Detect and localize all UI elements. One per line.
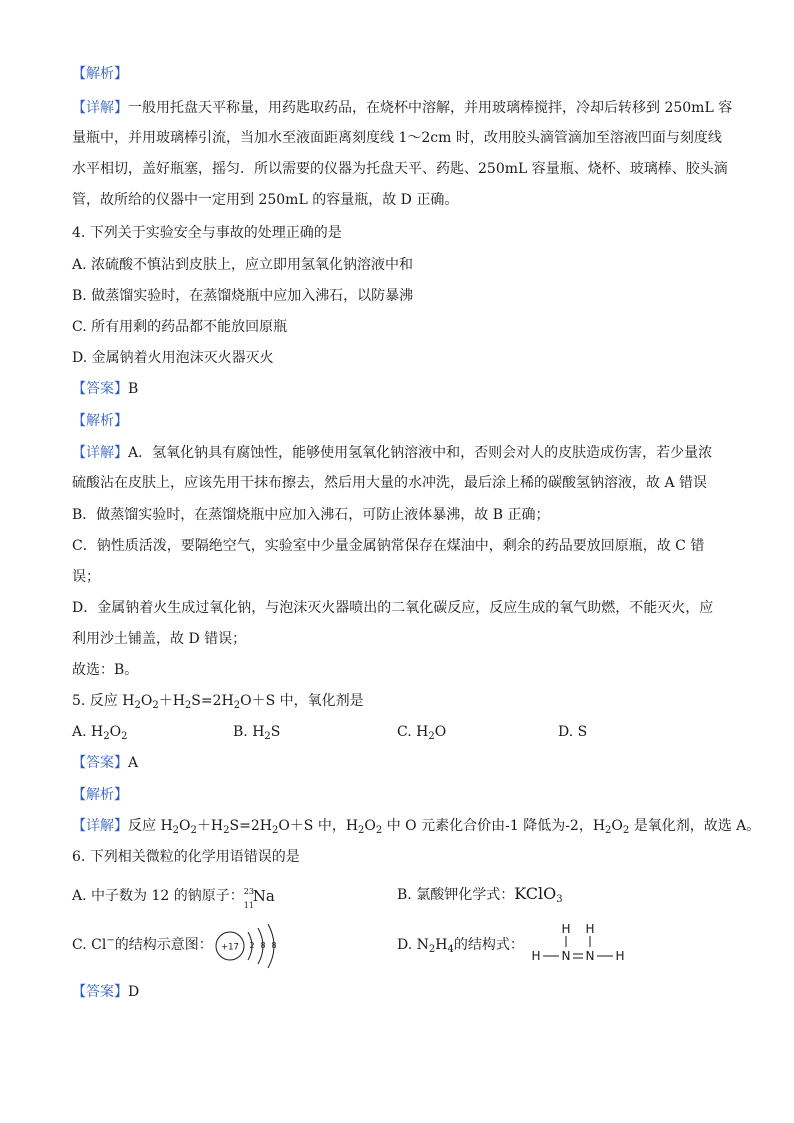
sodium-nuclide-symbol: 23 11 Na <box>243 887 275 910</box>
hydrazine-structural-formula <box>528 920 632 968</box>
q4-detail-line: 硫酸沾在皮肤上，应该先用干抹布擦去，然后用大量的水冲洗，最后涂上稀的碳酸氢钠溶液，故 A 错误 <box>72 475 708 491</box>
q4-option-b: B. 做蒸馏实验时，在蒸馏烧瓶中应加入沸石，以防暴沸 <box>72 288 414 304</box>
atom-n-right: N <box>585 949 595 963</box>
atom-h-top-left: H <box>561 922 571 936</box>
shell-1-count: 2 <box>249 941 255 950</box>
q4-detail-line: 利用沙土铺盖，故 D 错误； <box>72 631 247 647</box>
shell-3-count: 8 <box>271 941 277 950</box>
q6-option-d: D. $N_2H_4$的结构式： <box>397 937 524 955</box>
q5-option-c: C. $H_2O$ <box>397 724 447 742</box>
q5-option-d: D. S <box>558 724 588 740</box>
question-6-stem: 6. 下列相关微粒的化学用语错误的是 <box>72 849 300 865</box>
detail-paragraph: 【详解】一般用托盘天平称量，用药匙取药品，在烧杯中溶解，并用玻璃棒搅拌，冷却后转移到 250mL 容 <box>72 100 733 116</box>
q4-detail: 【详解】A．氢氧化钠具有腐蚀性，能够使用氢氧化钠溶液中和，否则会对人的皮肤造成伤害，若少量浓 <box>72 445 713 461</box>
q4-option-a: A. 浓硫酸不慎沾到皮肤上，应立即用氢氧化钠溶液中和 <box>72 257 414 273</box>
q5-option-b: B. $H_2S$ <box>233 724 281 742</box>
detail-line: 水平相切，盖好瓶塞，摇匀．所以需要的仪器为托盘天平、药匙、250mL 容量瓶、烧杯、玻璃棒、胶头滴 <box>72 161 728 177</box>
q6-option-a: A. 中子数为 12 的钠原子： 23 11 Na <box>72 884 272 906</box>
atom-h-top-right: H <box>585 922 595 936</box>
q4-answer: 【答案】B <box>72 381 139 397</box>
q4-option-c: C. 所有用剩的药品都不能放回原瓶 <box>72 319 288 335</box>
q5-detail: 【详解】反应 $H_2O_2+H_2S=2H_2O+S$ 中，$H_2O_2$ 中 O 元素化合价由-1 降低为-2，$H_2O_2$ 是氧化剂，故选 A。 <box>72 818 761 836</box>
detail-line: 量瓶中，并用玻璃棒引流，当加水至液面距离刻度线 1～2cm 时，改用胶头滴管滴加至溶液凹面与刻度线 <box>72 130 722 146</box>
q4-detail-line: B．做蒸馏实验时，在蒸馏烧瓶中应加入沸石，可防止液体暴沸，故 B 正确； <box>72 507 550 523</box>
question-4-stem: 4. 下列关于实验安全与事故的处理正确的是 <box>72 225 342 241</box>
atom-n-left: N <box>561 949 571 963</box>
q6-option-c: C. Cl−的结构示意图： <box>72 935 213 953</box>
chloride-structure-diagram <box>214 922 284 970</box>
q4-option-d: D. 金属钠着火用泡沫灭火器灭火 <box>72 350 274 366</box>
q5-option-a: A. $H_2O_2$ <box>72 724 128 742</box>
q5-answer: 【答案】A <box>72 755 139 771</box>
analysis-tag: 【解析】 <box>72 66 128 82</box>
nucleus-charge: +17 <box>221 942 239 953</box>
q6-answer: 【答案】D <box>72 984 140 1000</box>
q4-detail-line: D．金属钠着火生成过氧化钠，与泡沫灭火器喷出的二氧化碳反应，反应生成的氧气助燃，不能灭火，应 <box>72 600 714 616</box>
q4-conclusion: 故选：B。 <box>72 662 139 678</box>
q5-analysis-tag: 【解析】 <box>72 787 128 803</box>
detail-line: 管，故所给的仪器中一定用到 250mL 的容量瓶，故 D 正确。 <box>72 192 459 208</box>
atom-h-right: H <box>615 949 625 963</box>
q4-analysis-tag: 【解析】 <box>72 413 128 429</box>
question-5-stem: 5. 反应 $H_2O_2+H_2S=2H_2O+S$ 中，氧化剂是 <box>72 693 364 711</box>
q4-detail-line: C．钠性质活泼，要隔绝空气，实验室中少量金属钠常保存在煤油中，剩余的药品要放回原瓶，故 C 错 <box>72 538 705 554</box>
shell-2-count: 8 <box>260 941 266 950</box>
q6-option-b: B. 氯酸钾化学式：KClO$_3$ <box>397 884 563 905</box>
atom-h-left: H <box>531 949 541 963</box>
q4-detail-line: 误； <box>72 569 100 585</box>
